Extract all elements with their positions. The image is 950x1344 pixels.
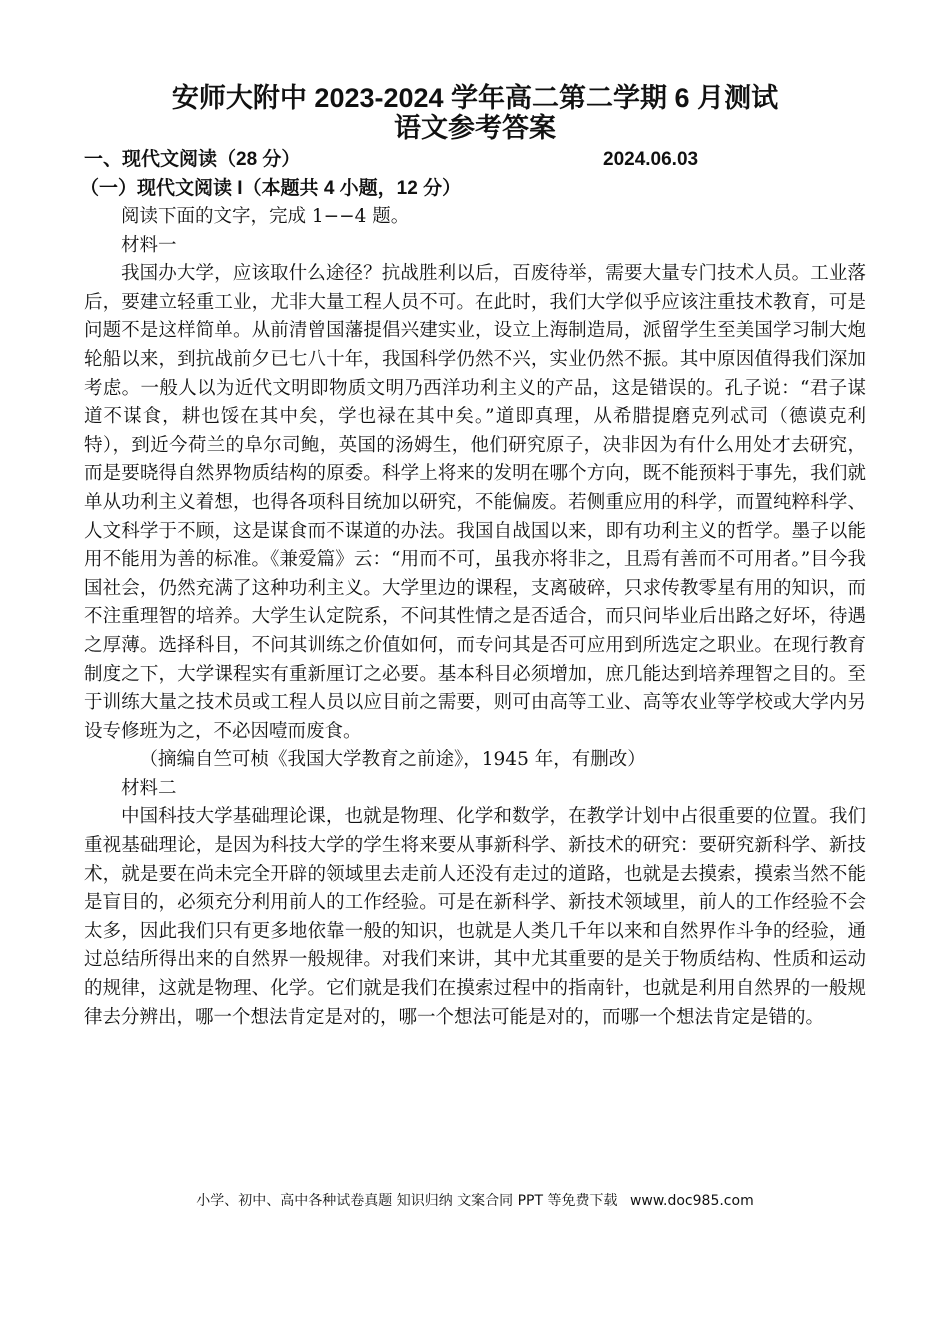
document-subtitle: 语文参考答案 <box>394 113 556 143</box>
instruction-text: 阅读下面的文字，完成 1−−4 题。 <box>121 206 410 227</box>
material-two-paragraph: 中国科技大学基础理论课，也就是物理、化学和数学，在教学计划中占很重要的位置。我们重视基础理论，是因为科技大学的学生将来要从事新科学、新技术的研究：要研究新科学、新技术，就是要在尚未完全开辟的领域里去走前人还没有走过的道路，也就是去摸索，摸索当然不能是盲目的，必须充分利用前人的工作经验。可是在新科学、新技术领域里，前人的工作经验不会太多，因此我们只有更多地依靠一般的知识，也就是人类几千年以来和自然界作斗争的经验，通过总结所得出来的自然界一般规律。对我们来讲，其中尤其重要的是关于物质结构、性质和运动的规律，这就是物理、化学。它们就是我们在摸索过程中的指南针，也就是利用自然界的一般规律去分辨出，哪一个想法肯定是对的，哪一个想法可能是对的，而哪一个想法肯定是错的。 <box>84 806 866 1028</box>
reading-passage <box>84 203 866 1032</box>
page-footer <box>0 1190 950 1210</box>
material-one-source: （摘编自竺可桢《我国大学教育之前途》，1945 年，有删改） <box>139 749 646 771</box>
footer-text: 小学、初中、高中各种试卷真题 知识归纳 文案合同 PPT 等免费下载 <box>196 1193 618 1209</box>
subsection-heading: （一）现代文阅读 I（本题共 4 小题，12 分） <box>80 178 462 199</box>
document-title: 安师大附中 2023-2024 学年高二第二学期 6 月测试 <box>171 83 779 113</box>
exam-date: 2024.06.03 <box>603 149 699 170</box>
material-one-paragraph: 我国办大学，应该取什么途径？抗战胜利以后，百废待举，需要大量专门技术人员。工业落后，要建立轻重工业，尤非大量工程人员不可。在此时，我们大学似乎应该注重技术教育，可是问题不是这样简单。从前清曾国藩提倡兴建实业，设立上海制造局，派留学生至美国学习制大炮轮船以来，到抗战前夕已七八十年，我国科学仍然不兴，实业仍然不振。其中原因值得我们深加考虑。一般人以为近代文明即物质文明乃西洋功利主义的产品，这是错误的。孔子说：“君子谋道不谋食，耕也馁在其中矣，学也禄在其中矣。”道即真理，从希腊提磨克列忒司（德谟克利特），到近今荷兰的阜尔司鲍，英国的汤姆生，他们研究原子，决非因为有什么用处才去研究，而是要晓得自然界物质结构的原委。科学上将来的发明在哪个方向，既不能预料于事先，我们就单从功利主义着想，也得各项科目统加以研究，不能偏废。若侧重应用的科学，而置纯粹科学、人文科学于不顾，这是谋食而不谋道的办法。我国自战国以来，即有功利主义的哲学。墨子以能用不能用为善的标准。《兼爱篇》云：“用而不可，虽我亦将非之，且焉有善而不可用者。”目今我国社会，仍然充满了这种功利主义。大学里边的课程，支离破碎，只求传教零星有用的知识，而不注重理智的培养。大学生认定院系，不问其性情之是否适合，而只问毕业后出路之好坏，待遇之厚薄。选择科目，不问其训练之价值如何，而专问其是否可应用到所选定之职业。在现行教育制度之下，大学课程实有重新厘订之必要。基本科目必须增加，庶几能达到培养理智之目的。至于训练大量之技术员或工程人员以应目前之需要，则可由高等工业、高等农业等学校或大学内另设专修班为之，不必因噎而废食。 <box>84 263 866 742</box>
material-two-label: 材料二 <box>121 777 177 799</box>
footer-link[interactable]: www.doc985.com <box>629 1193 754 1209</box>
material-one-label: 材料一 <box>121 234 177 256</box>
section-heading: 一、现代文阅读（28 分） <box>84 149 301 170</box>
